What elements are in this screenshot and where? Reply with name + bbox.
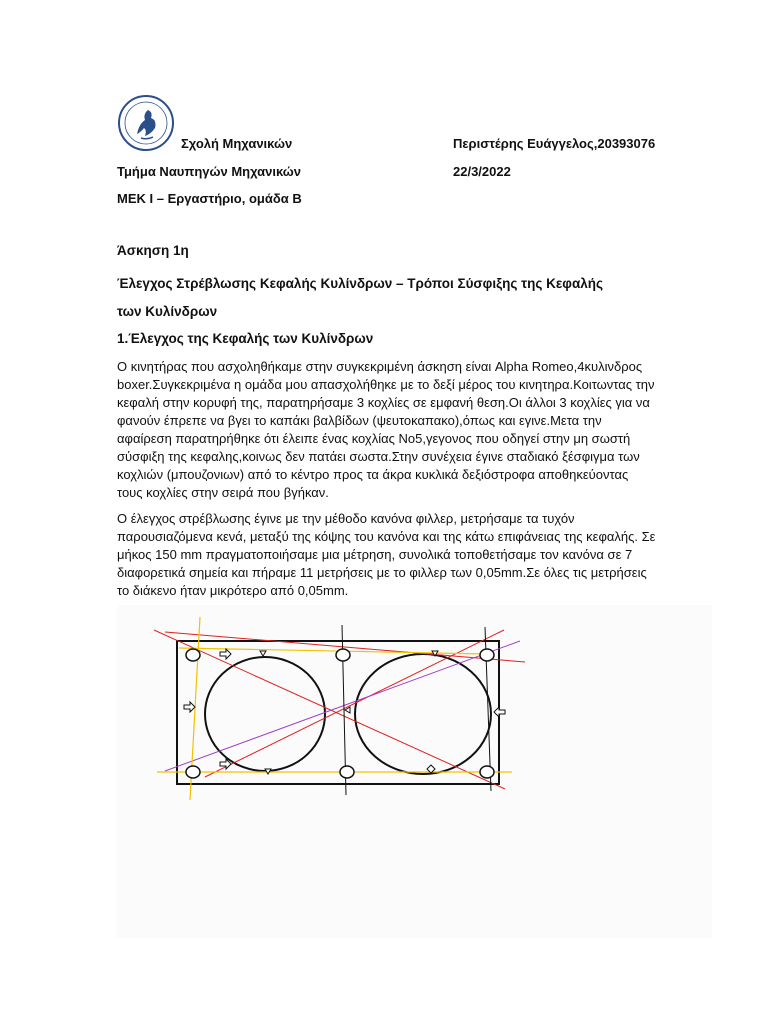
cylinder-head-diagram bbox=[117, 605, 712, 938]
bolt-hole bbox=[480, 649, 494, 661]
bolt-hole bbox=[336, 649, 350, 661]
paragraph-1: Ο κινητήρας που ασχοληθήκαμε στην συγκεκριμένη άσκηση είναι Alpha Romeo,4κυλινδρος boxer.Συγκεκριμένα η ομάδα μου απασχολήθηκε με το δεξί μέρος του κινητηρα.Κοιτωντας την κεφαλή στην κορυφή της, παρατηρήσαμε 3 κοχλίες σε εμφανή θεση.Οι άλλοι 3 κοχλίες για να φανούν έπρεπε να βγει το καπάκι βαλβίδων (ψευτοκαπακο),όπως και εγινε.Μετα την αφαίρεση παρατηρήθηκε ότι έλειπε ένας κοχλίας Νο5,γεγονος που οδηγεί στην μη σωστή σύσφιξη της κεφαλης,κοινως δεν πατάει σωστα.Στην συνέχεια έγινε σταδιακό ξέσφιγμα των κοχλιών (μπουζονιων) από το κέντρο προς τα άκρα κυκλικά δεξιόστροφα αποθηκεύοντας τους κοχλίες στην σειρά που βγήκαν. bbox=[117, 359, 655, 500]
school-name: Σχολή Μηχανικών bbox=[181, 136, 293, 151]
ruler-line-red-2 bbox=[205, 630, 504, 777]
bolt-hole bbox=[186, 766, 200, 778]
exercise-number: Άσκηση 1η bbox=[117, 243, 189, 258]
university-seal-icon bbox=[117, 94, 175, 152]
section-heading: 1.Έλεγχος της Κεφαλής των Κυλίνδρων bbox=[117, 331, 374, 346]
chamber-left bbox=[205, 657, 325, 771]
chamber-right bbox=[355, 654, 491, 774]
department-name: Τμήμα Ναυπηγών Μηχανικών bbox=[117, 164, 301, 179]
course-name: ΜΕΚ Ι – Εργαστήριο, ομάδα Β bbox=[117, 191, 302, 206]
paragraph-2: Ο έλεγχος στρέβλωσης έγινε με την μέθοδο κανόνα φιλλερ, μετρήσαμε τα τυχόν παρουσιαζόμενα κενά, μεταξύ της κόψης του κανόνα και της κάτω επιφάνειας της κεφαλής. Σε μήκος 150 mm πραγματοποιήσαμε μια μέτρηση, συνολικά τοποθετήσαμε τον κανόνα σε 7 διαφορετικά σημεία και πήραμε 11 μετρήσεις με το φιλλερ των 0,05mm.Σε όλες τις μετρήσεις το διάκενο ήταν μικρότερο από 0,05mm. bbox=[117, 511, 656, 598]
exercise-title-line1: Έλεγχος Στρέβλωσης Κεφαλής Κυλίνδρων – Τρόποι Σύσφιξης της Κεφαλής bbox=[117, 276, 604, 291]
cylinder-head-measurement-diagram bbox=[117, 605, 712, 938]
exercise-title-line2: των Κυλίνδρων bbox=[117, 304, 218, 319]
bolt-hole bbox=[480, 766, 494, 778]
bolt-hole bbox=[186, 649, 200, 661]
bolt-hole bbox=[340, 766, 354, 778]
report-date: 22/3/2022 bbox=[453, 164, 511, 179]
student-name: Περιστέρης Ευάγγελος,20393076 bbox=[453, 136, 656, 151]
